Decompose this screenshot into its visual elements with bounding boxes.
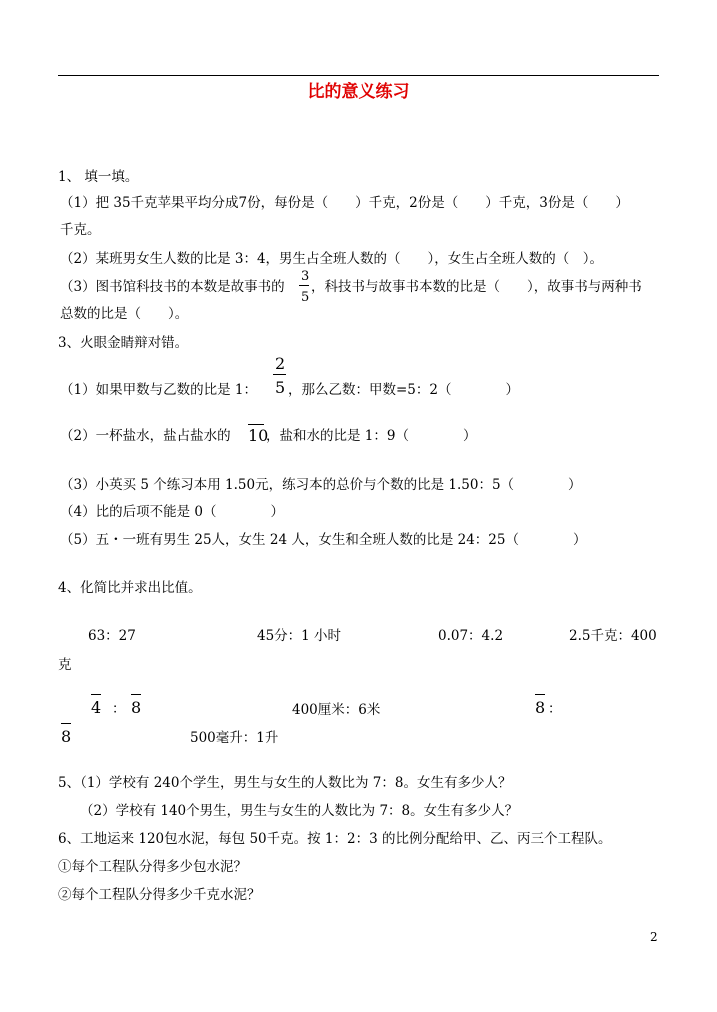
fraction-bar	[299, 285, 309, 286]
fraction-bar	[131, 694, 141, 695]
q3-item3: （3）小英买 5 个练习本用 1.50元，练习本的总价与个数的比是 1.50：5（ ）	[60, 477, 582, 493]
q6-sub1: ①每个工程队分得多少包水泥？	[58, 859, 247, 875]
q4-problem-4-unit: 克	[58, 657, 72, 673]
fraction-bar	[535, 694, 545, 695]
q3-item1-post: ，那么乙数：甲数=5：2（ ）	[288, 382, 519, 398]
fraction-denominator: 5	[275, 378, 286, 397]
fraction-bar	[91, 694, 101, 695]
q4-problem-7-b: 8	[61, 727, 72, 746]
q4-problem-5-b: 8	[131, 698, 142, 717]
q1-heading: 1、 填一填。	[58, 169, 139, 185]
q1-item1-line1: （1）把 35千克苹果平均分成7份，每份是（ ）千克，2份是（ ）千克，3份是（ ）	[60, 195, 629, 211]
fraction-numerator: 2	[275, 354, 286, 373]
q3-item2-post: ，盐和水的比是 1：9（ ）	[266, 428, 477, 444]
q3-item2-pre: （2）一杯盐水，盐占盐水的	[60, 428, 231, 444]
q3-item4: （4）比的后项不能是 0（ ）	[60, 504, 284, 520]
q1-item3-post: ，科技书与故事书本数的比是（ ），故事书与两种书	[311, 279, 642, 295]
q5-item1: 5、（1）学校有 240个学生，男生与女生的人数比为 7：8。女生有多少人？	[58, 775, 512, 791]
fraction-bar	[248, 424, 264, 425]
q6-sub2: ②每个工程队分得多少千克水泥？	[58, 887, 261, 903]
fraction-numerator: 3	[301, 269, 310, 284]
fraction-denominator: 5	[301, 290, 310, 305]
q4-problem-3: 0.07：4.2	[438, 628, 504, 644]
fraction-denominator: 10	[248, 426, 269, 445]
q4-problem-8: 500毫升：1升	[190, 730, 279, 746]
q4-problem-5-a: 4	[91, 698, 102, 717]
header-rule	[58, 75, 659, 76]
q4-heading: 4、化简比并求出比值。	[58, 580, 202, 596]
page-number: 2	[650, 930, 658, 944]
q4-problem-7-a: 8	[535, 698, 546, 717]
q6-problem: 6、工地运来 120包水泥，每包 50千克。按 1：2：3 的比例分配给甲、乙、丙三个工程队。	[58, 831, 612, 847]
q1-item3-pre: （3）图书馆科技书的本数是故事书的	[60, 279, 285, 295]
q1-item3-line2: 总数的比是（ ）。	[60, 306, 189, 322]
fraction-bar	[61, 723, 71, 724]
q4-problem-7-sep: ：	[548, 701, 562, 717]
page-title: 比的意义练习	[307, 82, 410, 102]
fraction-bar	[273, 374, 286, 375]
q1-item2: （2）某班男女生人数的比是 3：4，男生占全班人数的（ ），女生占全班人数的（ ）。	[60, 251, 604, 267]
q3-item1-pre: （1）如果甲数与乙数的比是 1：	[60, 382, 257, 398]
q5-item2: （2）学校有 140个男生，男生与女生的人数比为 7：8。女生有多少人？	[80, 803, 519, 819]
q4-problem-4: 2.5千克：400	[569, 628, 657, 644]
q3-heading: 3、火眼金睛辩对错。	[58, 335, 189, 351]
q1-item1-line2: 千克。	[60, 222, 101, 238]
q3-item5: （5）五・一班有男生 25人，女生 24 人，女生和全班人数的比是 24：25（ ）	[60, 532, 587, 548]
q4-problem-1: 63：27	[88, 628, 136, 644]
q4-problem-5-sep: ：	[112, 701, 126, 717]
q4-problem-2: 45分：1 小时	[257, 628, 342, 644]
q4-problem-6: 400厘米：6米	[292, 702, 381, 718]
